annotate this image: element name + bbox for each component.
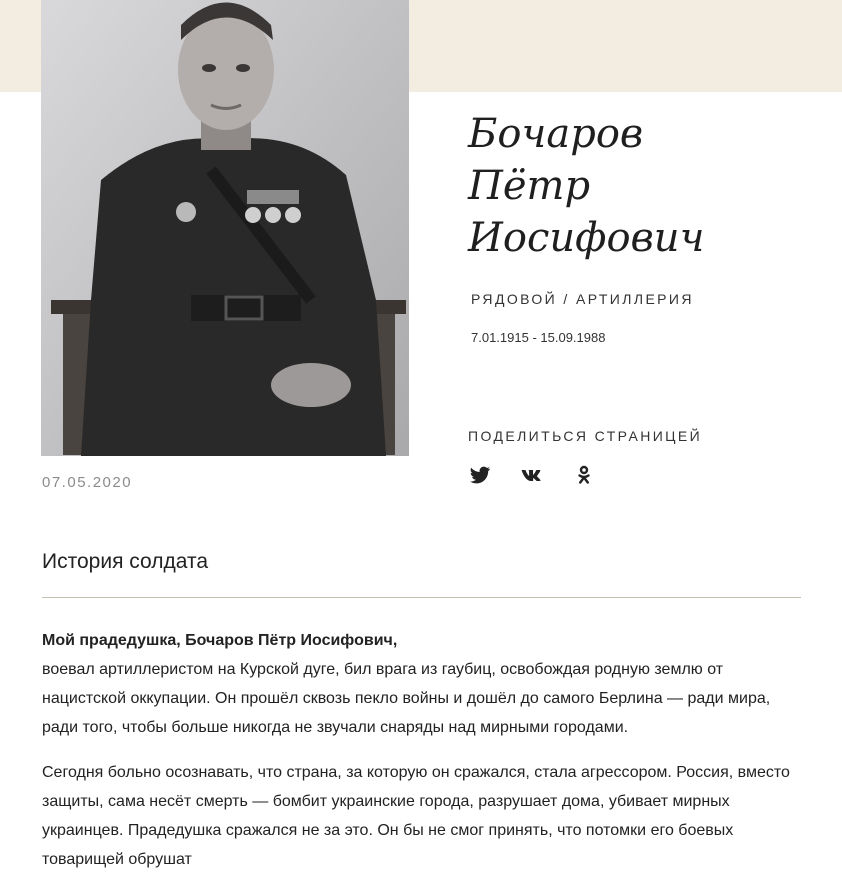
story-text: [42, 626, 807, 890]
vk-icon[interactable]: [520, 463, 544, 487]
story-title: История солдата: [42, 550, 209, 573]
twitter-icon[interactable]: [468, 463, 492, 487]
divider: [42, 597, 801, 598]
share-title: ПОДЕЛИТЬСЯ СТРАНИЦЕЙ: [468, 428, 703, 444]
publication-date: 07.05.2020: [42, 474, 133, 491]
story-paragraph-2: Сегодня больно осознавать, что страна, за которую он сражался, стала агрессором. Россия, вместо защиты, сама несёт смерть — бомбит украинские города, разрушает дома, убивает мирных украинцев. Прадедушка сражался не за это. Он бы не смог принять, что потомки его боевых товарищей обрушат: [42, 764, 790, 868]
share-icons: [468, 463, 596, 487]
name-line-first: Пётр: [468, 163, 591, 209]
rank-branch: РЯДОВОЙ / АРТИЛЛЕРИЯ: [471, 291, 694, 307]
name-line-patronymic: Иосифович: [468, 215, 705, 261]
soldier-photo: [41, 0, 409, 456]
name-line-surname: Бочаров: [468, 111, 644, 157]
soldier-name: [468, 108, 808, 264]
story-lead: Мой прадедушка, Бочаров Пётр Иосифович,: [42, 632, 398, 649]
odnoklassniki-icon[interactable]: [572, 463, 596, 487]
story-paragraph-1-text: воевал артиллеристом на Курской дуге, бил врага из гаубиц, освобождая родную землю от нацистской оккупации. Он прошёл сквозь пекло войны и дошёл до самого Берлина — ради мира, ради того, чтобы больше никогда не звучали снаряды над мирными городами.: [42, 661, 771, 736]
story-paragraph-1: [42, 626, 807, 742]
life-years: 7.01.1915 - 15.09.1988: [471, 330, 606, 345]
